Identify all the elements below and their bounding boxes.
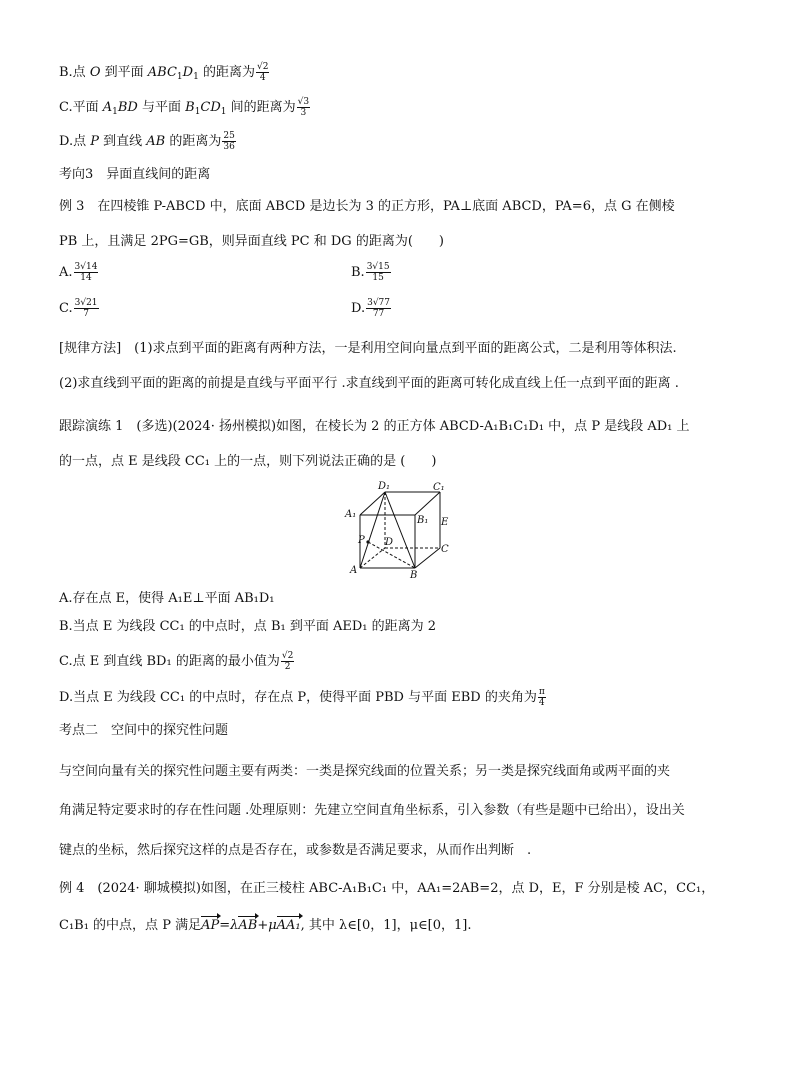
- label-a: A: [350, 565, 358, 576]
- paragraph-line2: 角满足特定要求时的存在性问题 .处理原则：先建立空间直角坐标系，引入参数（有些是题中已给出），设出关: [59, 803, 685, 818]
- follow-up-line1: 跟踪演练 1 (多选)(2024· 扬州模拟)如图，在棱长为 2 的正方体 ABCD-A₁B₁C₁D₁ 中，点 P 是线段 AD₁ 上: [59, 419, 690, 434]
- label-b1: B₁: [417, 515, 429, 526]
- label-a1: A₁: [345, 509, 357, 520]
- fraction: $\frac{√3}{3}$: [297, 97, 310, 118]
- follow-up-line2: 的一点，点 E 是线段 CC₁ 上的一点，则下列说法正确的是 ( ): [59, 454, 437, 469]
- label-c: C: [441, 544, 449, 555]
- follow-option-a: A.存在点 E，使得 A₁E⊥平面 AB₁D₁: [59, 591, 275, 606]
- label-p: P: [358, 535, 365, 546]
- example3-options-row1: A. $\frac{3√14}{14}$ B. $\frac{3√15}{15}$: [59, 262, 390, 283]
- example4-line1: 例 4 (2024· 聊城模拟)如图，在正三棱柱 ABC-A₁B₁C₁ 中，AA₁=2AB=2，点 D，E，F 分别是棱 AC，CC₁，: [59, 881, 715, 896]
- example3-line2: PB 上，且满足 2PG=GB，则异面直线 PC 和 DG 的距离为( ): [59, 234, 444, 249]
- option-b: B.点 O 到平面 $ABC_1D_1$ 的距离为 $\frac{√2}{4}$: [59, 62, 269, 83]
- example3-line1: 例 3 在四棱锥 P-ABCD 中，底面 ABCD 是边长为 3 的正方形，PA⊥底面 ABCD，PA=6，点 G 在侧棱: [59, 199, 675, 214]
- cube-figure: [340, 480, 455, 580]
- label-b: B: [410, 570, 418, 580]
- label-c1: C₁: [433, 482, 445, 493]
- follow-option-c: C.点 E 到直线 BD₁ 的距离的最小值为 $\frac{√2}{2}$: [59, 651, 294, 672]
- section-heading-kaoxiang3: 考向3 异面直线间的距离: [59, 167, 211, 182]
- method-line1: [规律方法] (1)求点到平面的距离有两种方法，一是利用空间向量点到平面的距离公式，二是利用等体积法.: [59, 341, 677, 356]
- fraction: $\frac{25}{36}$: [223, 131, 235, 152]
- example4-line2: C₁B₁ 的中点，点 P 满足AP=λAB+μAA₁, 其中 λ∈[0，1]，μ∈[0，1].: [59, 918, 472, 933]
- label-d: D: [385, 537, 394, 548]
- method-line2: (2)求直线到平面的距离的前提是直线与平面平行 .求直线到平面的距离可转化成直线上任一点到平面的距离 .: [59, 376, 679, 391]
- follow-option-d: D.当点 E 为线段 CC₁ 的中点时，存在点 P，使得平面 PBD 与平面 EBD 的夹角为 $\frac{\pi}{4}$: [59, 687, 545, 708]
- option-c: C.平面 $A_1BD$ 与平面 $B_1CD_1$ 间的距离为 $\frac{√3}{3}$: [59, 97, 310, 118]
- option-d: D.点 P 到直线 AB 的距离为 $\frac{25}{36}$: [59, 131, 235, 152]
- paragraph-line3: 键点的坐标，然后探究这样的点是否存在，或参数是否满足要求，从而作出判断 .: [59, 843, 532, 858]
- fraction: $\frac{√2}{4}$: [256, 62, 269, 83]
- follow-option-b: B.当点 E 为线段 CC₁ 的中点时，点 B₁ 到平面 AED₁ 的距离为 2: [59, 619, 437, 634]
- paragraph-line1: 与空间向量有关的探究性问题主要有两类：一类是探究线面的位置关系；另一类是探究线面角或两平面的夹: [59, 764, 671, 779]
- label-d1: D₁: [378, 481, 391, 492]
- example3-options-row2: C. $\frac{3√21}{7}$ D. $\frac{3√77}{77}$: [59, 298, 391, 319]
- label-e: E: [441, 517, 449, 528]
- section-heading-kaodian2: 考点二 空间中的探究性问题: [59, 723, 229, 738]
